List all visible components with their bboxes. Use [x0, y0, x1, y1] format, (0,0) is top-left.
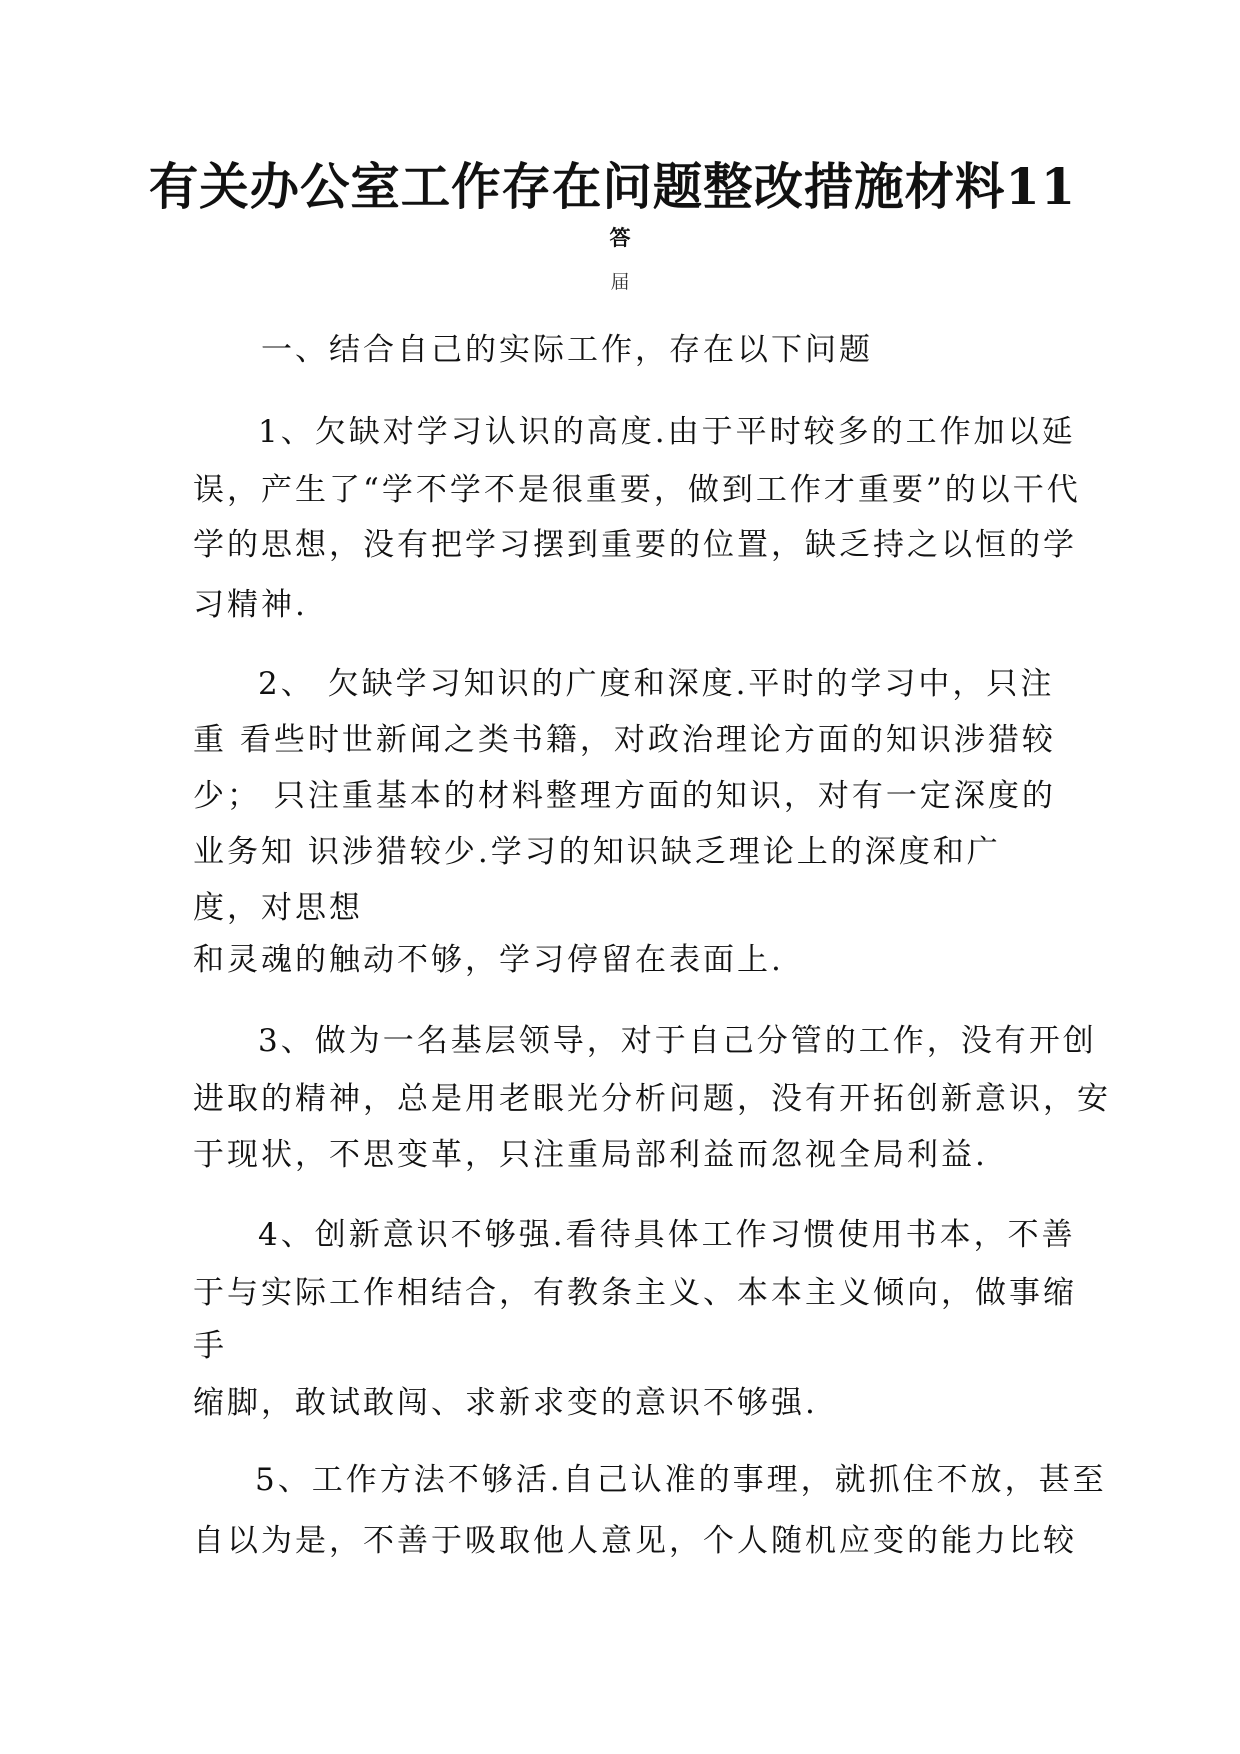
paragraph-line: 度，对思想 — [193, 890, 363, 926]
paragraph-line: 业务知 识涉猎较少.学习的知识缺乏理论上的深度和广 — [193, 834, 1001, 870]
paragraph-line: 进取的精神，总是用老眼光分析问题，没有开拓创新意识，安 — [193, 1081, 1111, 1117]
paragraph-line: 学的思想，没有把学习摆到重要的位置，缺乏持之以恒的学 — [193, 527, 1077, 563]
paragraph-line: 3、做为一名基层领导，对于自己分管的工作，没有开创 — [258, 1023, 1097, 1059]
paragraph-line: 少； 只注重基本的材料整理方面的知识，对有一定深度的 — [193, 778, 1056, 814]
document-subtitle-answer: 答 — [609, 226, 631, 250]
paragraph-line: 习精神. — [193, 587, 308, 623]
paragraph-line: 手 — [193, 1328, 227, 1364]
paragraph-line: 4、创新意识不够强.看待具体工作习惯使用书本，不善 — [258, 1217, 1076, 1253]
document-subtitle-session: 届 — [610, 271, 630, 293]
paragraph-line: 5、工作方法不够活.自己认准的事理，就抓住不放，甚至 — [255, 1462, 1107, 1498]
document-title: 有关办公室工作存在问题整改措施材料11 — [148, 157, 1077, 216]
paragraph-line: 1、欠缺对学习认识的高度.由于平时较多的工作加以延 — [258, 414, 1076, 450]
paragraph-line: 自以为是，不善于吸取他人意见，个人随机应变的能力比较 — [193, 1523, 1077, 1559]
paragraph-line: 缩脚，敢试敢闯、求新求变的意识不够强. — [193, 1385, 818, 1421]
paragraph-line: 于与实际工作相结合，有教条主义、本本主义倾向，做事缩 — [193, 1275, 1077, 1311]
paragraph-line: 于现状，不思变革，只注重局部利益而忽视全局利益. — [193, 1137, 988, 1173]
paragraph-line: 2、 欠缺学习知识的广度和深度.平时的学习中，只注 — [258, 666, 1055, 702]
paragraph-line: 重 看些时世新闻之类书籍，对政治理论方面的知识涉猎较 — [193, 722, 1056, 758]
section-heading: 一、结合自己的实际工作，存在以下问题 — [261, 332, 873, 368]
paragraph-line: 误，产生了“学不学不是很重要，做到工作才重要”的以干代 — [193, 472, 1081, 508]
paragraph-line: 和灵魂的触动不够，学习停留在表面上. — [193, 942, 784, 978]
